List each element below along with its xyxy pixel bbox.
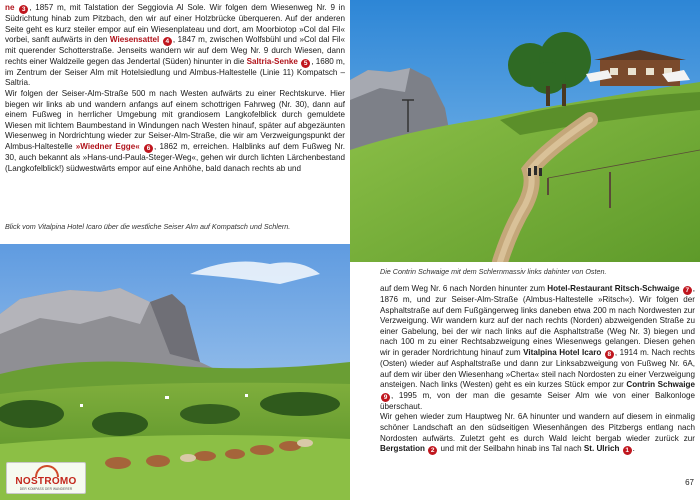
page-number: 67 <box>685 478 694 487</box>
place-name: »Wiedner Egge« <box>75 141 140 151</box>
right-body-text <box>380 284 695 455</box>
waypoint-marker: 6 <box>144 144 153 153</box>
text-run <box>679 284 681 293</box>
text-run <box>619 444 621 453</box>
text-run <box>425 444 427 453</box>
right-page <box>350 0 700 500</box>
text-run: und mit der Seilbahn hinab ins Tal nach <box>438 444 584 454</box>
logo-name: NOSTROMO <box>15 476 77 487</box>
left-photo-caption: Blick vom Vitalpina Hotel Icaro über die westliche Seiser Alm auf Kompatsch und Schlern. <box>5 222 291 231</box>
place-name: Bergstation <box>380 444 425 454</box>
waypoint-marker: 8 <box>605 350 614 359</box>
waypoint-marker: 7 <box>683 286 692 295</box>
waypoint-marker: 4 <box>163 37 172 46</box>
waypoint-marker: 9 <box>381 393 390 402</box>
waypoint-marker: 5 <box>301 59 310 68</box>
text-run: . <box>632 444 635 454</box>
text-run <box>159 35 162 44</box>
logo-tagline: DER KOMPASS DER WANDERER <box>19 487 73 491</box>
text-run: , 1847 m, zwischen Wolfsbühl und »Col dal Fil« mit querender Schotterstraße. Jenseits wandern wir auf dem Weg Nr. 9 durch Wiesen, dann rechts einer Waldzeile gegen das Jendertal (Süden) hinunter in die <box>5 35 345 66</box>
text-run: , 1995 m, von der man die gesamte Seiser Alm wie von einer Balkonloge überschaut. <box>380 390 695 411</box>
text-run <box>140 142 143 151</box>
place-name: Saltria-Senke <box>246 56 298 66</box>
waypoint-marker: 2 <box>428 446 437 455</box>
waypoint-marker: 3 <box>19 5 28 14</box>
right-photo-caption: Die Contrin Schwaige mit dem Schlernmassiv links dahinter von Osten. <box>380 267 607 276</box>
text-run: , 1862 m, erreichen. Halblinks auf dem Fußweg Nr. 30, auch bekannt als »Hans-und-Paula-Steger-Weg«, gehen wir durch lichten Lärchenbestand (Langkofelblick!) südwestwärts empor auf eine Anhöhe, bald danach rechts ab und <box>5 141 345 173</box>
text-run <box>14 3 18 12</box>
text-run: , 1680 m, im Zentrum der Seiser Alm mit Hotelsiedlung und Almbus-Haltestelle (Linie 11) Kompatsch – Saltria. <box>5 56 345 88</box>
left-body-text <box>5 3 345 174</box>
nostromo-logo <box>6 462 86 494</box>
place-name: Hotel-Restaurant Ritsch-Schwaige <box>547 284 680 293</box>
place-name: ne <box>5 3 15 12</box>
place-name: Contrin Schwaige <box>626 380 695 390</box>
place-name: Vitalpina Hotel Icaro <box>523 347 602 357</box>
text-run <box>298 57 300 66</box>
text-run: , 1857 m, mit Talstation der Seggiovia Al Sole. Wir folgen dem Wiesenweg Nr. 9 in Südrichtung hinab zum Pitzbach, den wir auf einer Holzbrücke überqueren. Auf der anderen Seite geht es kurz steiler empor auf ein Wiesenplateau und dort, am Moorbiotop »Col dal Fil« vorbei, sanft aufwärts in den <box>5 3 345 45</box>
place-name: Wiesensattel <box>109 35 160 45</box>
text-run: , 1876 m, und zur Seiser-Alm-Straße (Almbus-Haltestelle »Ritsch«). Wir folgen der Asphaltstraße auf dem Fußgängerweg links daneben etwa 200 m nach Nordwesten zur Verzweigung. Wir wandern kurz auf der nach rechts (Norden) abzweigenden Straße zu einer Gabelung, bei der wir nach links auf die Asphaltstraße (Weg Nr. 3) biegen und nach 100 m zu einer Rechtsabzweigung eines Wiesenwegs gelangen. Diesen gehen wir in gerader Nordrichtung hinauf zum <box>380 284 695 357</box>
text-run: Wir gehen wieder zum Hauptweg Nr. 6A hinunter und wandern auf diesem in einmalig schöner Landschaft an den südseitigen Wiesenhängen des Pitzbergs entlang nach Nordosten aufwärts. Zuletzt geht es durch Wald leicht bergab wieder zurück zur <box>380 412 695 443</box>
paragraph <box>380 412 695 455</box>
text-run: , 1914 m. Nach rechts (Osten) wieder auf Asphaltstraße und dann zur Linksabzweigung von Fußweg Nr. 6A, auf dem wir über den Wiesenhang »Cherta« steil nach Nordosten zu einer Verzweigung ansteigen. Nach links (Westen) geht es ein kurzes Stück empor zur <box>380 347 695 390</box>
text-run: auf dem Weg Nr. 6 nach Norden hinunter zum <box>380 284 548 293</box>
place-name: St. Ulrich <box>583 444 620 454</box>
text-run: Wir folgen der Seiser-Alm-Straße 500 m nach Westen aufwärts zu einer Rechtskurve. Hier biegen wir links ab und wandern anfangs auf einem schottrigen Fahrweg (Nr. 30), dann auf einem Fußweg in herrlicher Umgebung mit grandiosem Langkofelblick durch gemuldete Wiesen mit lichtem Baumbestand in Windungen nach Westen hinauf, später auf abgezäunten Wiesenweg in Nordrichtung wieder zur Seiser-Alm-Straße, die wir am Verzweigungspunkt der Almbus-Haltestelle <box>5 88 345 151</box>
paragraph <box>5 3 345 89</box>
right-photo-illustration <box>350 0 700 262</box>
text-run <box>601 348 604 357</box>
right-photo-contrin-schwaige <box>350 0 700 262</box>
waypoint-marker: 1 <box>623 446 632 455</box>
paragraph <box>5 89 345 174</box>
paragraph <box>380 284 695 412</box>
